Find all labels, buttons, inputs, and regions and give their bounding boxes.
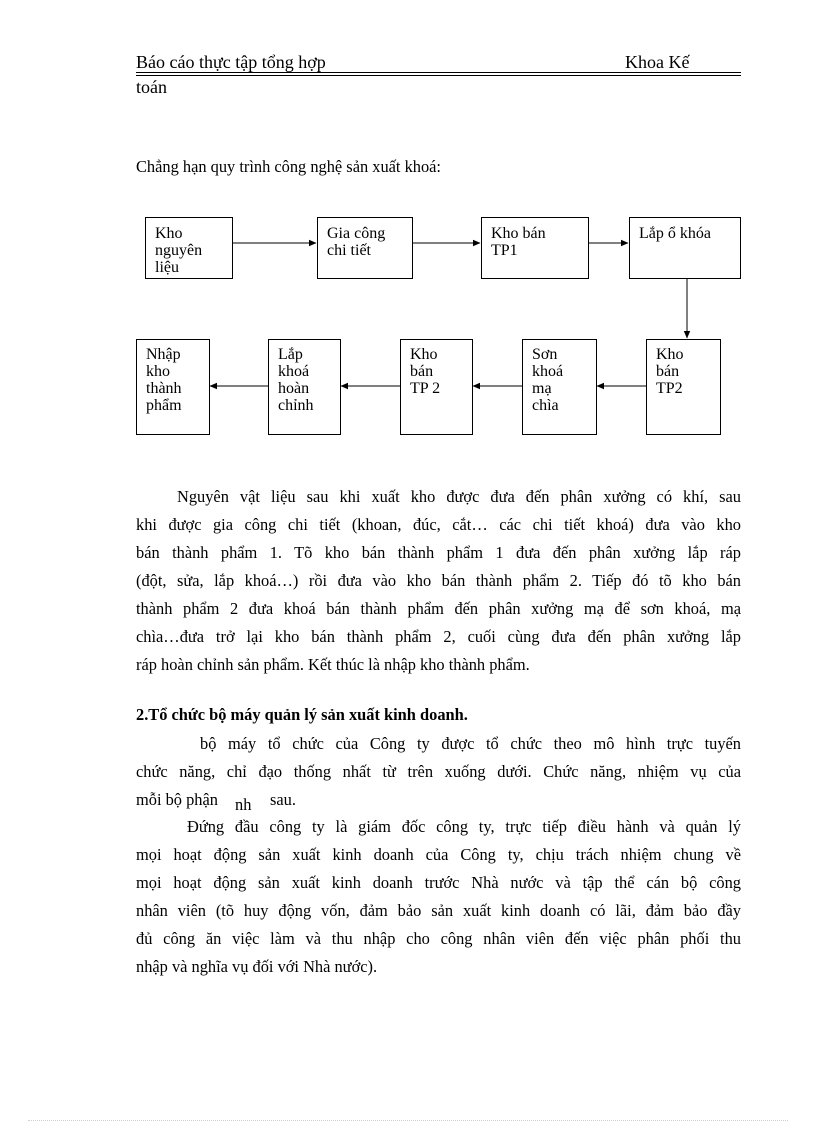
section2-line-3b: nh: [235, 795, 252, 814]
para1-line-4: (đột, sửa, lắp khoá…) rồi đưa vào kho bán thành phẩm 2. Tiếp đó tõ kho bán: [136, 571, 741, 590]
para1-line-1: Nguyên vật liệu sau khi xuất kho được đưa đến phân xưởng có khí, sau: [177, 487, 741, 506]
para3-line-5: đủ công ăn việc làm và thu nhập cho công nhân viên đến việc phân phối thu: [136, 929, 741, 948]
para1-line-5: thành phẩm 2 đưa khoá bán thành phẩm đến phân xưởng mạ để sơn khoá, mạ: [136, 599, 741, 618]
box-kho-ban-tp2-middle: Kho bán TP 2: [400, 339, 473, 435]
para3-line-1: Đứng đầu công ty là giám đốc công ty, trực tiếp điều hành và quản lý: [187, 817, 741, 836]
para1-line-7: ráp hoàn chỉnh sản phẩm. Kết thúc là nhập kho thành phẩm.: [136, 655, 530, 674]
header-right: Khoa Kế: [625, 52, 690, 72]
para3-line-3: mọi hoạt động sản xuất kinh doanh trước Nhà nước và tập thể cán bộ công: [136, 873, 741, 892]
box-lap-khoa-hoan-chinh: Lắp khoá hoàn chỉnh: [268, 339, 341, 435]
section2-line-3c: sau.: [270, 790, 296, 809]
para1-line-6: chìa…đưa trở lại kho bán thành phẩm 2, cuối cùng đưa đến phân xưởng lắp: [136, 627, 741, 646]
para3-line-4: nhân viên (tõ huy động vốn, đảm bảo sản xuất kinh doanh có lãi, đảm bảo đầy: [136, 901, 741, 920]
para3-line-6: nhập và nghĩa vụ đối với Nhà nước).: [136, 957, 378, 976]
box-kho-ban-tp1: Kho bán TP1: [481, 217, 589, 279]
para1-line-3: bán thành phẩm 1. Tõ kho bán thành phẩm 1 đưa đến phân xưởng lắp ráp: [136, 543, 741, 562]
section2-line-1: bộ máy tổ chức của Công ty được tổ chức theo mô hình trực tuyến: [200, 734, 741, 753]
section2-line-2: chức năng, chỉ đạo thống nhất từ trên xuống dưới. Chức năng, nhiệm vụ của: [136, 762, 741, 781]
header-wrap: toán: [136, 77, 167, 97]
para3-line-2: mọi hoạt động sản xuất kinh doanh của Công ty, chịu trách nhiệm chung về: [136, 845, 741, 864]
intro-text: Chẳng hạn quy trình công nghệ sản xuất khoá:: [136, 157, 441, 176]
page-bottom-border: [28, 1120, 788, 1121]
para1-line-2: khi được gia công chi tiết (khoan, đúc, cắt… các chi tiết khoá) đưa vào kho: [136, 515, 741, 534]
box-gia-cong-chi-tiet: Gia công chi tiết: [317, 217, 413, 279]
section-2-heading: 2.Tổ chức bộ máy quản lý sản xuất kinh doanh.: [136, 705, 468, 724]
box-lap-o-khoa: Lắp ổ khóa: [629, 217, 741, 279]
box-kho-ban-tp2-right: Kho bán TP2: [646, 339, 721, 435]
header-left: Báo cáo thực tập tổng hợp: [136, 52, 326, 72]
box-kho-nguyen-lieu: Kho nguyên liệu: [145, 217, 233, 279]
section2-line-3a: mỗi bộ phận: [136, 790, 218, 809]
box-son-khoa-ma-chia: Sơn khoá mạ chìa: [522, 339, 597, 435]
box-nhap-kho-thanh-pham: Nhập kho thành phẩm: [136, 339, 210, 435]
